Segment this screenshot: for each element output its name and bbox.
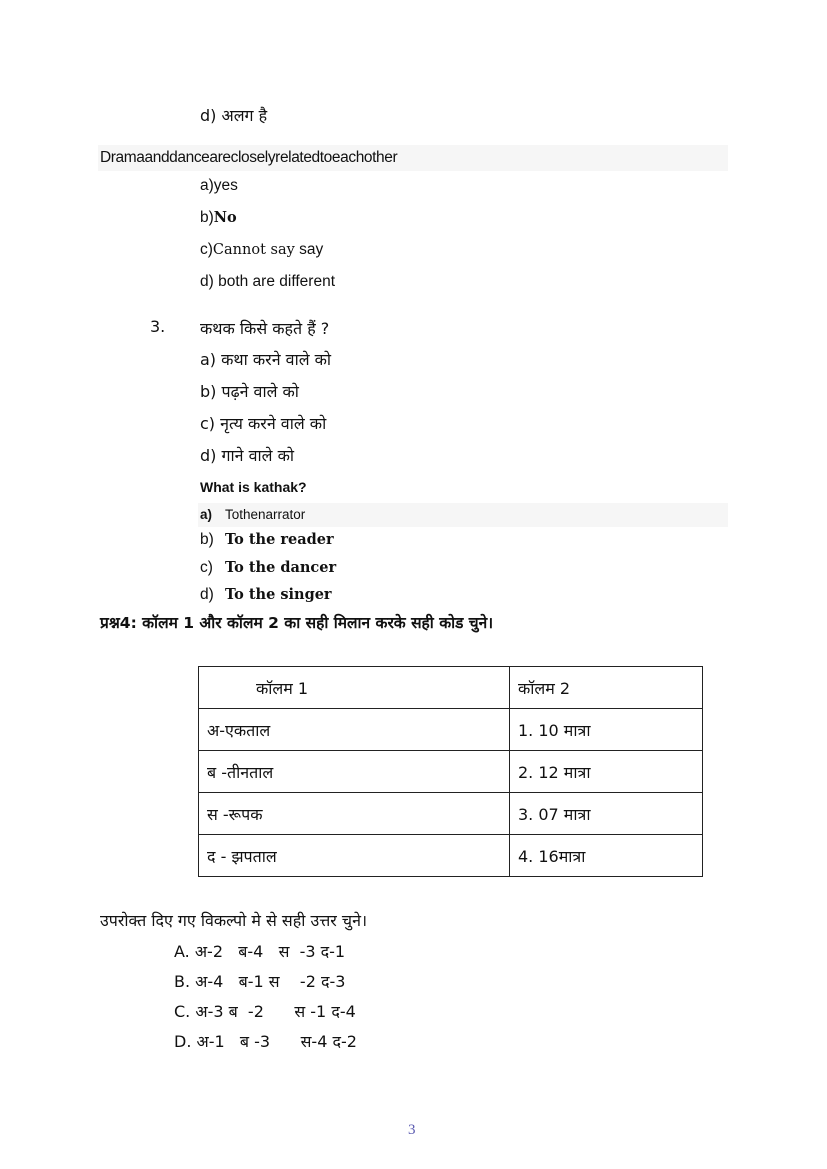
option-d-english <box>200 585 332 604</box>
option-a-hindi: a) कथा करने वाले को <box>200 350 332 369</box>
table-row <box>199 751 703 793</box>
choice-d: D. अ-1 ब -3 स-4 द-2 <box>174 1032 357 1051</box>
option-text: To the dancer <box>225 559 337 576</box>
table-cell: द - झपताल <box>199 835 510 877</box>
table-row <box>199 793 703 835</box>
instruction-text: उपरोक्त दिए गए विकल्पो मे से सही उत्तर चुने। <box>100 911 368 930</box>
table-cell: स -रूपक <box>199 793 510 835</box>
question-english: Dramaanddancearecloselyrelatedtoeachother <box>100 149 398 166</box>
option-b-text: No <box>213 209 237 226</box>
option-letter: b) <box>200 531 214 548</box>
option-text: To the singer <box>225 586 332 603</box>
option-a: a)yes <box>200 177 238 194</box>
option-text: To the reader <box>225 531 334 548</box>
choice-b: B. अ-4 ब-1 स -2 द-3 <box>174 972 346 991</box>
table-cell: 2. 12 मात्रा <box>510 751 703 793</box>
option-b-hindi: b) पढ़ने वाले को <box>200 382 299 401</box>
table-cell: 4. 16मात्रा <box>510 835 703 877</box>
option-d-hindi: d) गाने वाले को <box>200 446 295 465</box>
option-d-hindi: d) अलग है <box>200 106 268 125</box>
option-c-text: Cannot say <box>212 242 295 258</box>
option-b-english <box>200 530 334 549</box>
question-heading: प्रश्न4: कॉलम 1 और कॉलम 2 का सही मिलान करके सही कोड चुने। <box>100 614 494 632</box>
matching-table <box>198 666 703 877</box>
table-row <box>199 709 703 751</box>
option-b-letter: b) <box>200 209 214 226</box>
question-number: 3. <box>150 317 166 336</box>
option-c: c)Cannot say say <box>200 241 324 258</box>
question-english: What is kathak? <box>200 479 307 495</box>
choice-a: A. अ-2 ब-4 स -3 द-1 <box>174 942 346 961</box>
option-text: Tothenarrator <box>225 507 306 522</box>
option-c-letter: c) <box>200 241 213 258</box>
page-number: 3 <box>408 1122 416 1138</box>
table-cell: 1. 10 मात्रा <box>510 709 703 751</box>
option-d: d) both are different <box>200 273 335 290</box>
option-b <box>200 209 237 227</box>
table-header-row <box>199 667 703 709</box>
table-cell: ब -तीनताल <box>199 751 510 793</box>
table-cell: 3. 07 मात्रा <box>510 793 703 835</box>
option-letter: c) <box>200 559 213 576</box>
choice-c: C. अ-3 ब -2 स -1 द-4 <box>174 1002 356 1021</box>
option-c-hindi: c) नृत्य करने वाले को <box>200 414 327 433</box>
option-letter: d) <box>200 586 214 603</box>
option-a-english <box>200 507 305 522</box>
option-c-english <box>200 558 336 577</box>
table-cell: अ-एकताल <box>199 709 510 751</box>
table-row <box>199 835 703 877</box>
question-hindi: कथक किसे कहते हैं ? <box>200 319 330 338</box>
table-header-cell: कॉलम 2 <box>510 667 703 709</box>
option-letter: a) <box>200 507 213 522</box>
table-header-cell: कॉलम 1 <box>199 667 510 709</box>
